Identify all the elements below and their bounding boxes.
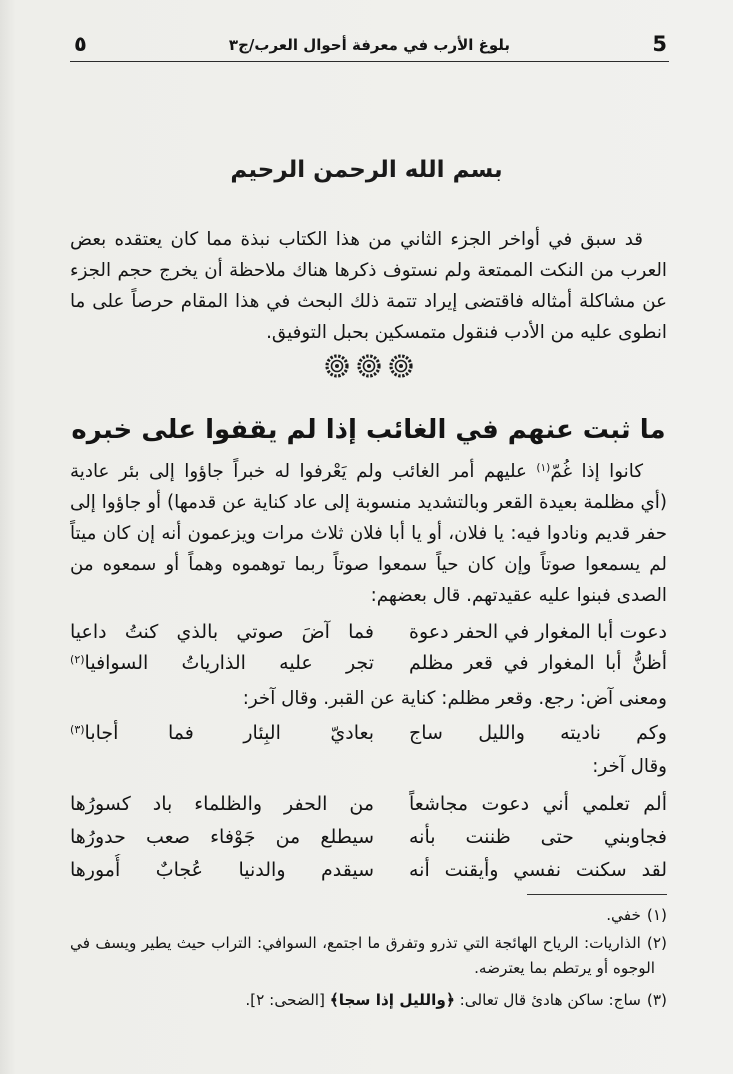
verse-first-hemistich: وكم ناديته والليل ساج: [409, 722, 667, 744]
poem: [70, 788, 667, 887]
hemistich-text: بعاديّ البِئار فما أجابا: [84, 722, 374, 744]
footnote: [70, 986, 667, 1014]
poem: [70, 718, 667, 749]
verse-second-hemistich: من الحفر والظلماء باد كسورُها: [70, 793, 374, 815]
basmala-calligraphy: بسم الله الرحمن الرحيم: [230, 157, 503, 183]
section-ornament: [70, 348, 667, 384]
page-number: ٥: [74, 32, 87, 56]
intro-paragraph: [70, 224, 667, 348]
verse-first-hemistich: دعوت أبا المغوار في الحفر دعوة: [409, 621, 667, 643]
line-text: عليهم أمر الغائب ولم يَعْرفوا له خبراً جاؤوا إلى بئر عادية: [70, 461, 537, 482]
paragraph-line: حفر قديم ونادوا فيه: يا فلان، أو يا أبا فلان ثلاث مرات ويزعمون أنه إن كان ميتاً: [70, 523, 667, 544]
footnote-number: (٣): [646, 991, 667, 1009]
footnote-text: ساج: ساكن هادئ قال تعالى:: [454, 991, 641, 1009]
footnote-text: خفي.: [606, 906, 641, 924]
paragraph-line: (أي مظلمة بعيدة القعر وبالتشديد منسوبة إلى عاد كناية عن قدمها) أو جاؤوا إلى: [70, 492, 667, 513]
paragraph-line: العرب من النكت الممتعة ولم نستوف ذكرها هناك ملاحظة أن يخرج حجم الجزء: [70, 260, 667, 281]
paragraph-line: الصدى فبنوا عليه عقيدتهم. قال بعضهم:: [370, 585, 667, 606]
section-heading: ما ثبت عنهم في الغائب إذا لم يقفوا على خبره: [71, 415, 666, 445]
verse-first-hemistich: أظنُّ أبا المغوار في قعر مظلم: [409, 652, 667, 674]
verse: [70, 648, 667, 679]
verse-first-hemistich: فجاوبني حتى ظننت بأنه: [409, 826, 667, 848]
footnote: [70, 901, 667, 929]
page-number: 5: [652, 32, 667, 56]
main-text: [70, 224, 667, 887]
rosette-icon: [359, 356, 379, 376]
rosette-icon: [391, 356, 411, 376]
footnote-line: [70, 931, 667, 956]
footnote-number: (١): [646, 906, 667, 924]
verse: [70, 788, 667, 821]
rosette-icon: [327, 356, 347, 376]
verse-second-hemistich: [70, 648, 374, 679]
hemistich-text: تجر عليه الذارياتُ السوافيا: [84, 652, 374, 674]
verse-first-hemistich: ألم تعلمي أني دعوت مجاشعاً: [409, 793, 667, 815]
footnote-text: الذاريات: الرياح الهائجة التي تذرو وتفرق ما اجتمع، السوافي: التراب حيث يطير ويسف في: [70, 934, 641, 952]
footnote-line: الوجوه أو يرتطم بما يعترضه.: [474, 959, 655, 977]
running-title: بلوغ الأرب في معرفة أحوال العرب/ج٣: [228, 36, 511, 54]
paragraph-line: انطوى عليه من الأدب فنقول متمسكين بحبل التوفيق.: [266, 322, 667, 343]
footnote-ref: (٢): [70, 652, 85, 666]
paragraph-line: قد سبق في أواخر الجزء الثاني من هذا الكتاب نبذة مما كان يعتقده بعض: [70, 229, 643, 250]
body-paragraph: [70, 456, 667, 611]
verse-second-hemistich: [70, 718, 374, 749]
footnote-rule: [527, 894, 667, 895]
quran-quote: ﴿والليل إذا سجا﴾: [329, 991, 455, 1009]
paragraph-line: عن مشاكلة أمثاله فاقتضى إيراد تتمة ذلك البحث في هذا المقام حرصاً على ما: [70, 291, 667, 312]
line-text: كانوا إذا غُمّ: [550, 461, 644, 482]
verse-second-hemistich: فما آضَ صوتي بالذي كنتُ داعيا: [70, 621, 374, 643]
footnote-line: [70, 901, 667, 929]
running-header: [70, 28, 669, 62]
verse: [70, 617, 667, 648]
poem: [70, 617, 667, 679]
paragraph-line: لم يسمعوا صوتاً وإن كان حياً سمعوا صوتاً ربما توهموه وهماً أو سمعوه من: [70, 554, 667, 575]
verse-second-hemistich: سيقدم والدنيا عُجابٌ أُمورها: [70, 859, 374, 881]
footnote-number: (٢): [646, 934, 667, 952]
footnote-ref: (١): [536, 462, 551, 475]
footnote-ref: (٣): [70, 722, 85, 736]
footnote-text: [الضحى: ٢].: [245, 991, 330, 1009]
gloss-line: ومعنى آض: رجع. وقعر مظلم: كناية عن القبر. وقال آخر:: [242, 688, 667, 709]
paragraph-line: [70, 456, 667, 487]
verse: [70, 821, 667, 854]
poet-intro-line: وقال آخر:: [592, 756, 667, 777]
verse-second-hemistich: سيطلع من جَوْفاء صعب حدورُها: [70, 826, 374, 848]
verse: [70, 854, 667, 887]
footnote-line: [70, 986, 667, 1014]
footnote: [70, 931, 667, 981]
verse-first-hemistich: لقد سكنت نفسي وأيقنت أنه: [409, 859, 667, 881]
ornament-rosettes: [319, 351, 419, 381]
footnotes: [70, 901, 667, 1014]
verse: [70, 718, 667, 749]
